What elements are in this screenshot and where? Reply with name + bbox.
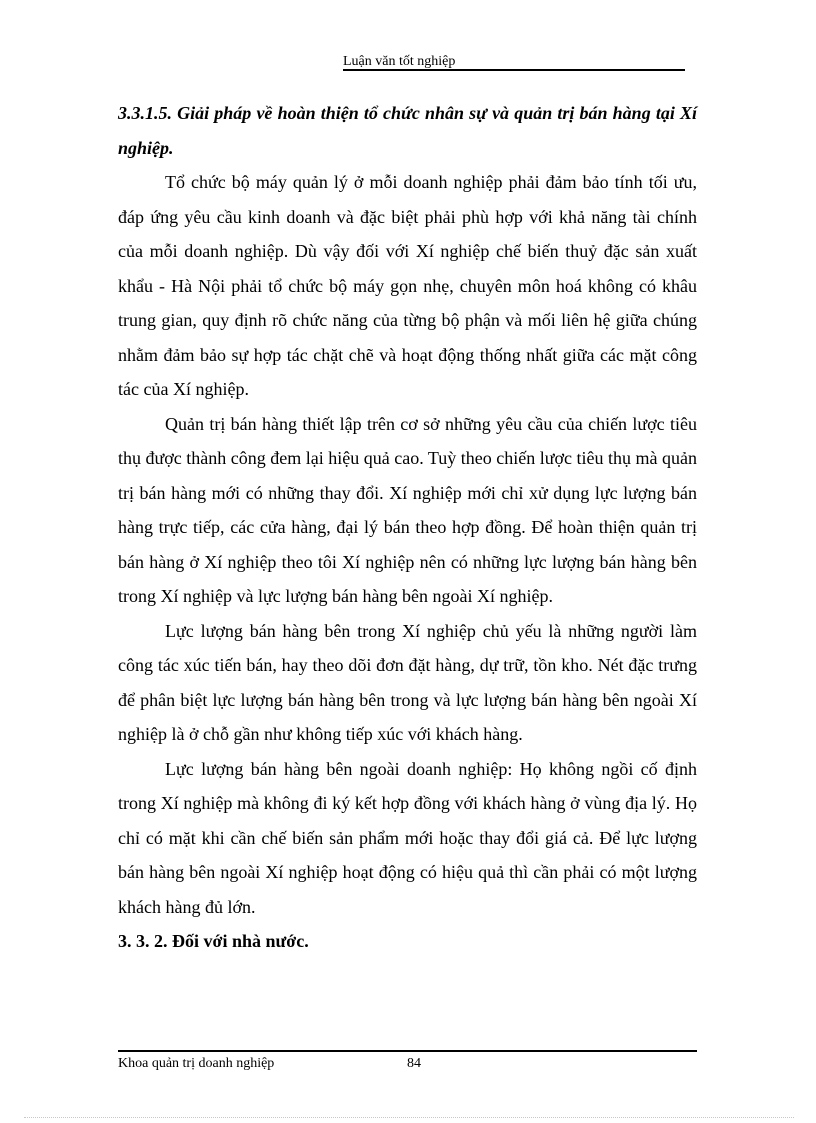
- page-body: [118, 96, 697, 959]
- paragraph-organization: Tổ chức bộ máy quản lý ở mỗi doanh nghiệp phải đảm bảo tính tối ưu, đáp ứng yêu cầu kinh doanh và đặc biệt phải phù hợp với khả năng tài chính của mỗi doanh nghiệp. Dù vậy đối với Xí nghiệp chế biến thuỷ đặc sản xuất khẩu - Hà Nội phải tổ chức bộ máy gọn nhẹ, chuyên môn hoá không có khâu trung gian, quy định rõ chức năng của từng bộ phận và mối liên hệ giữa chúng nhằm đảm bảo sự hợp tác chặt chẽ và hoạt động thống nhất giữa các mặt công tác của Xí nghiệp.: [118, 172, 697, 399]
- paragraph-external-sales-force: Lực lượng bán hàng bên ngoài doanh nghiệp: Họ không ngồi cố định trong Xí nghiệp mà không đi ký kết hợp đồng với khách hàng ở vùng địa lý. Họ chỉ có mặt khi cần chế biến sản phẩm mới hoặc thay đổi giá cả. Để lực lượng bán hàng bên ngoài Xí nghiệp hoạt động có hiệu quả thì cần phải có một lượng khách hàng đủ lớn.: [118, 758, 697, 917]
- sub-heading: 3. 3. 2. Đối với nhà nước.: [118, 931, 309, 951]
- running-header-title: Luận văn tốt nghiệp: [343, 54, 456, 69]
- page-number: 84: [407, 1056, 421, 1071]
- header-rule: [343, 69, 685, 71]
- page-edge-divider: [24, 1117, 794, 1118]
- footer-department: Khoa quản trị doanh nghiệp: [118, 1056, 275, 1071]
- footer-rule: [118, 1050, 697, 1052]
- paragraph-sales-management: Quản trị bán hàng thiết lập trên cơ sở những yêu cầu của chiến lược tiêu thụ được thành công đem lại hiệu quả cao. Tuỳ theo chiến lược tiêu thụ mà quản trị bán hàng mới có những thay đổi. Xí nghiệp mới chỉ xử dụng lực lượng bán hàng trực tiếp, các cửa hàng, đại lý bán theo hợp đồng. Để hoàn thiện quản trị bán hàng ở Xí nghiệp theo tôi Xí nghiệp nên có những lực lượng bán hàng bên trong Xí nghiệp và lực lượng bán hàng bên ngoài Xí nghiệp.: [118, 413, 697, 606]
- paragraph-internal-sales-force: Lực lượng bán hàng bên trong Xí nghiệp chủ yếu là những người làm công tác xúc tiến bán, hay theo dõi đơn đặt hàng, dự trữ, tồn kho. Nét đặc trưng để phân biệt lực lượng bán hàng bên trong và lực lượng bán hàng bên ngoài Xí nghiệp là ở chỗ gần như không tiếp xúc với khách hàng.: [118, 620, 697, 744]
- section-heading: 3.3.1.5. Giải pháp về hoàn thiện tổ chức nhân sự và quản trị bán hàng tại Xí nghiệp.: [118, 103, 697, 158]
